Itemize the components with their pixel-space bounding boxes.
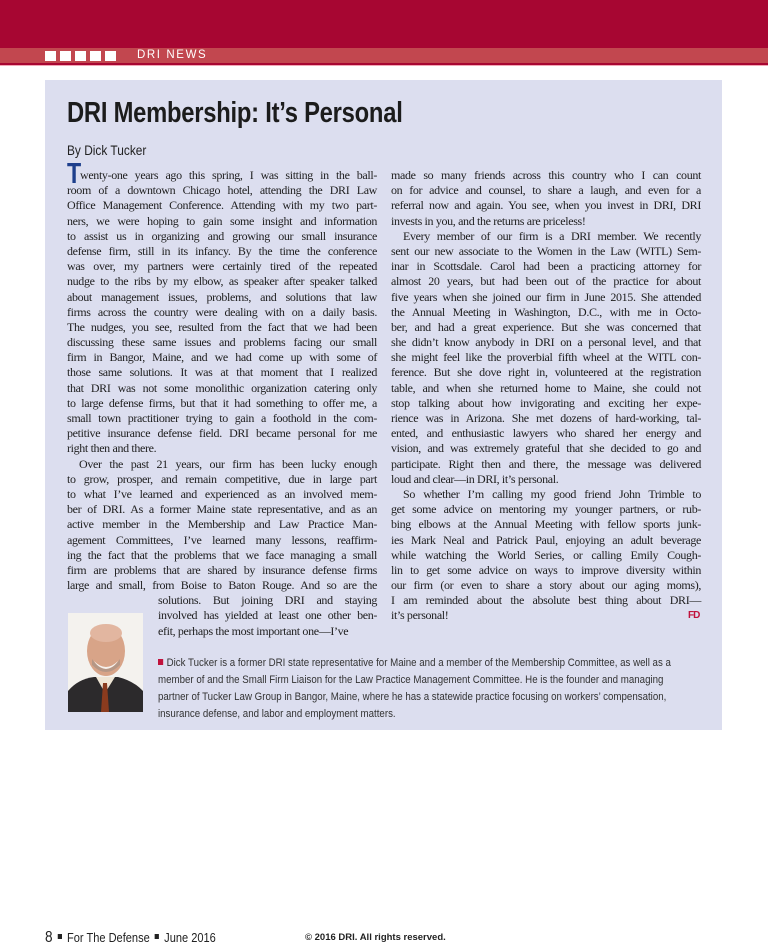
page-title: DRI Membership: It’s Personal xyxy=(67,97,403,129)
body-text-line: The nudges, you see, resulted from the fact that we had been xyxy=(67,319,377,334)
body-text-line: agement Committees, I’ve learned many lessons, reaffirm- xyxy=(67,532,377,547)
body-text-line: lin to get some advice on ways to improve diversity within xyxy=(391,562,701,577)
body-text-line: made so many friends across this country who I can count xyxy=(391,168,701,182)
body-text-line: bing elbows at the Annual Meeting with fellow sports junk- xyxy=(391,517,701,532)
byline: By Dick Tucker xyxy=(67,142,147,158)
body-text-line: table, and when she returned home to Maine, she could not xyxy=(391,380,701,395)
body-text-line: ented, and enthusiastic lawyers who shared her energy and xyxy=(391,426,701,441)
body-text-line: she didn’t know anybody in DRI on a personal level, and that xyxy=(391,335,701,350)
section-label: DRI NEWS xyxy=(137,49,208,61)
body-text-line: So whether I’m calling my good friend John Trimble to xyxy=(403,486,701,501)
body-text-line: that DRI was not some monolithic organization catering only xyxy=(67,380,377,395)
body-text-line: it’s personal! xyxy=(391,608,449,623)
body-text-line: to what I’ve learned and experienced as an involved mem- xyxy=(67,486,377,501)
divider xyxy=(0,65,768,66)
body-text-line: about management issues, problems, and solutions that law xyxy=(67,289,377,304)
author-bio xyxy=(158,655,718,723)
copyright: © 2016 DRI. All rights reserved. xyxy=(305,932,446,943)
body-text-line: while watching the World Series, or calling Emily Cough- xyxy=(391,547,701,562)
publication-name: For The Defense xyxy=(67,930,150,945)
body-text-line: right then and there. xyxy=(67,441,157,456)
section-squares-icon xyxy=(45,51,116,61)
body-text-line: small town practitioner trying to gain a foothold in the com- xyxy=(67,411,377,425)
body-text-line: petitive insurance defense field. DRI became personal for me xyxy=(67,426,377,441)
body-text-line: to large defense firms, but that it had something to offer me, a xyxy=(67,395,377,410)
body-text-line: invests in you, and the returns are priceless! xyxy=(391,213,586,228)
body-text-line: I am reminded about the absolute best thing about DRI— xyxy=(391,593,701,608)
body-text-line: Office Management Conference. Attending with my two part- xyxy=(67,198,377,213)
bullet-icon xyxy=(158,659,163,665)
body-text-line: defense firm, still in its infancy. By the time the conference xyxy=(67,243,377,258)
top-banner xyxy=(0,0,768,48)
body-text-line: large and small, from Boise to Baton Rouge. And so are the xyxy=(67,578,377,593)
bio-line: member of and the Small Firm Liaison for the Law Practice Management Committee. He is the founder and managing xyxy=(158,674,664,686)
body-text-line: almost 20 years, but had been out of the practice for about xyxy=(391,274,701,289)
bullet-icon xyxy=(58,934,62,939)
left-column xyxy=(67,168,377,639)
body-text-line: efit, perhaps the most important one—I’ve xyxy=(158,623,349,638)
end-mark-fd-logo: FD xyxy=(688,610,700,621)
body-text-line: sent our new associate to the Women in the Law (WITL) Sem- xyxy=(391,243,701,258)
body-text-line: discussing these same issues and problems facing our small xyxy=(67,335,377,350)
bio-line: insurance defense, and labor and employment matters. xyxy=(158,708,396,720)
body-text-line: to assist us in organizing and growing our small insurance xyxy=(67,228,377,243)
body-text-line: firm in Bangor, Maine, and we had come up with some of xyxy=(67,350,377,365)
body-text-line: wenty-one years ago this spring, I was sitting in the ball- xyxy=(80,168,377,182)
drop-cap: T xyxy=(67,158,82,190)
body-text-line: on for advice and counsel, to share a laugh, and even for a xyxy=(391,183,701,198)
body-text-line: stop talking about how invigorating and exciting her expe- xyxy=(391,395,701,410)
body-text-line: loud and clear—in DRI, it’s personal. xyxy=(391,471,559,486)
body-text-line: ing the fact that the problems that we face managing a small xyxy=(67,547,377,562)
body-text-line: the Annual Meeting in Washington, D.C., with me in Octo- xyxy=(391,304,701,319)
body-text-line: our firm (or even to share a story about our aging moms), xyxy=(391,578,701,593)
body-text-line: ber of DRI. As a former Maine state representative, and as an xyxy=(67,502,377,517)
body-text-line: rience was in Arizona. She met dozens of hard-working, tal- xyxy=(391,411,701,425)
body-text-line: ies Mark Neal and Patrick Paul, enjoying an adult beverage xyxy=(391,532,701,547)
body-text-line: solutions. But joining DRI and staying xyxy=(158,593,377,608)
body-text-line: get some advice on mentoring my younger partners, or rub- xyxy=(391,502,701,517)
body-text-line: ners, we were hoping to gain some insight and information xyxy=(67,213,377,228)
body-text-line: vision, and was extremely grateful that she decided to go and xyxy=(391,441,701,456)
body-text-line: active member in the Membership and Law Practice Man- xyxy=(67,517,377,532)
body-text-line: firms across the country were dealing with on a daily basis. xyxy=(67,304,377,319)
issue-date: June 2016 xyxy=(164,930,216,945)
body-text-line: five years when she joined our firm in June 2015. She attended xyxy=(391,289,701,304)
body-text-line: inar in Scottsdale. Carol had been a practicing attorney for xyxy=(391,259,701,274)
body-text-line: referral now and again. You see, when you invest in DRI, DRI xyxy=(391,198,701,213)
body-text-line: ference. But she dove right in, volunteered at the registration xyxy=(391,365,701,380)
body-text-line: Over the past 21 years, our firm has been lucky enough xyxy=(79,456,377,471)
body-text-line: Every member of our firm is a DRI member. We recently xyxy=(403,228,701,243)
bio-text: Dick Tucker is a former DRI state representative for Maine and a member of the Membership Committee, as well as a xyxy=(166,657,671,669)
right-column xyxy=(391,168,701,624)
body-text-line: those same solutions. It was at that moment that I realized xyxy=(67,365,377,380)
bio-line: partner of Tucker Law Group in Bangor, Maine, where he has a statewide practice focusing on workers’ compensation, xyxy=(158,691,667,703)
bullet-icon xyxy=(155,934,159,939)
footer-folio xyxy=(45,929,216,947)
body-text-line: to grow, prosper, and remain competitive, due in large part xyxy=(67,471,377,486)
author-photo xyxy=(68,613,143,712)
body-text-line: room of a downtown Chicago hotel, attending the DRI Law xyxy=(67,183,377,198)
body-text-line: ber, and had a great experience. But she was concerned that xyxy=(391,319,701,334)
body-text-line: she might feel like the proverbial fifth wheel at the WITL con- xyxy=(391,350,701,365)
body-text-line: participate. Right then and there, the message was delivered xyxy=(391,456,701,471)
body-text-line: involved has yielded at least one other ben- xyxy=(158,608,377,623)
body-text-line: firm are problems that are shared by insurance defense firms xyxy=(67,562,377,577)
bio-line xyxy=(158,655,671,672)
page-number: 8 xyxy=(45,929,53,946)
body-text-line: nudge to the ribs by my elbow, as speaker after speaker talked xyxy=(67,274,377,289)
body-text-line: was over, my partners were certainly tired of the repeated xyxy=(67,259,377,274)
